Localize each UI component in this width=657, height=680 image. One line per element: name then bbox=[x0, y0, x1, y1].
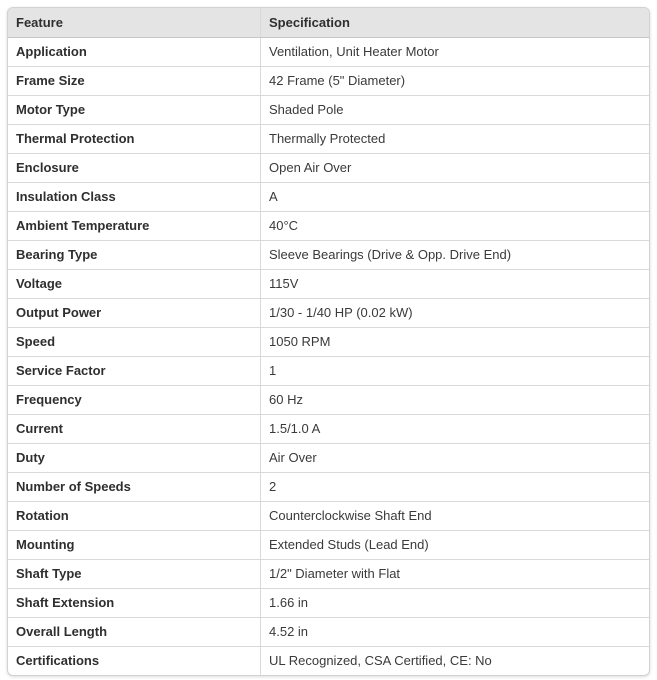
feature-cell: Voltage bbox=[8, 270, 261, 299]
spec-table bbox=[8, 8, 649, 675]
table-row bbox=[8, 183, 649, 212]
specification-cell: 1 bbox=[261, 357, 650, 386]
specification-cell: Ventilation, Unit Heater Motor bbox=[261, 38, 650, 67]
specification-cell: 115V bbox=[261, 270, 650, 299]
feature-cell: Frame Size bbox=[8, 67, 261, 96]
table-row bbox=[8, 531, 649, 560]
table-row bbox=[8, 212, 649, 241]
feature-cell: Enclosure bbox=[8, 154, 261, 183]
table-row bbox=[8, 241, 649, 270]
specification-cell: Extended Studs (Lead End) bbox=[261, 531, 650, 560]
specification-column-header: Specification bbox=[261, 8, 650, 38]
feature-cell: Mounting bbox=[8, 531, 261, 560]
feature-cell: Certifications bbox=[8, 647, 261, 676]
feature-cell: Application bbox=[16, 44, 87, 59]
table-row bbox=[8, 647, 649, 676]
specification-cell: 40°C bbox=[261, 212, 650, 241]
feature-cell: Current bbox=[8, 415, 261, 444]
specification-cell: Sleeve Bearings (Drive & Opp. Drive End) bbox=[261, 241, 650, 270]
specification-cell: 1/30 - 1/40 HP (0.02 kW) bbox=[261, 299, 650, 328]
specification-cell: 1.5/1.0 A bbox=[261, 415, 650, 444]
specification-cell: Air Over bbox=[261, 444, 650, 473]
table-row bbox=[8, 560, 649, 589]
feature-cell: Frequency bbox=[8, 386, 261, 415]
table-row bbox=[8, 154, 649, 183]
specification-cell: Thermally Protected bbox=[261, 125, 650, 154]
feature-cell: Shaft Extension bbox=[8, 589, 261, 618]
table-row bbox=[8, 96, 649, 125]
specification-cell: 60 Hz bbox=[261, 386, 650, 415]
specification-cell: Counterclockwise Shaft End bbox=[261, 502, 650, 531]
table-row bbox=[8, 589, 649, 618]
feature-cell: Motor Type bbox=[8, 96, 261, 125]
specification-cell: UL Recognized, CSA Certified, CE: No bbox=[261, 647, 650, 676]
table-row bbox=[8, 270, 649, 299]
table-row bbox=[8, 38, 649, 67]
table-row bbox=[8, 67, 649, 96]
table-row bbox=[8, 444, 649, 473]
specification-cell: Shaded Pole bbox=[261, 96, 650, 125]
specification-cell: A bbox=[261, 183, 650, 212]
table-row bbox=[8, 618, 649, 647]
feature-cell: Speed bbox=[8, 328, 261, 357]
feature-column-header: Feature bbox=[8, 8, 261, 38]
feature-cell: Output Power bbox=[8, 299, 261, 328]
header-row bbox=[8, 8, 649, 38]
table-row bbox=[8, 125, 649, 154]
feature-cell: Overall Length bbox=[8, 618, 261, 647]
feature-cell: Insulation Class bbox=[8, 183, 261, 212]
table-row bbox=[8, 386, 649, 415]
specification-cell: 1.66 in bbox=[261, 589, 650, 618]
feature-cell: Ambient Temperature bbox=[8, 212, 261, 241]
feature-cell: Shaft Type bbox=[8, 560, 261, 589]
specification-cell: 1050 RPM bbox=[261, 328, 650, 357]
table-row bbox=[8, 357, 649, 386]
table-row bbox=[8, 299, 649, 328]
specification-cell: 4.52 in bbox=[261, 618, 650, 647]
feature-cell: Number of Speeds bbox=[8, 473, 261, 502]
table-row bbox=[8, 328, 649, 357]
feature-cell: Service Factor bbox=[8, 357, 261, 386]
specification-cell: 42 Frame (5" Diameter) bbox=[261, 67, 650, 96]
specification-cell: 2 bbox=[261, 473, 650, 502]
table-row bbox=[8, 502, 649, 531]
table-row bbox=[8, 473, 649, 502]
feature-cell: Thermal Protection bbox=[8, 125, 261, 154]
feature-cell: Duty bbox=[8, 444, 261, 473]
specification-cell: 1/2" Diameter with Flat bbox=[261, 560, 650, 589]
feature-cell: Rotation bbox=[8, 502, 261, 531]
feature-cell: Bearing Type bbox=[8, 241, 261, 270]
table-row bbox=[8, 415, 649, 444]
specification-cell: Open Air Over bbox=[261, 154, 650, 183]
spec-table-container bbox=[7, 7, 650, 676]
